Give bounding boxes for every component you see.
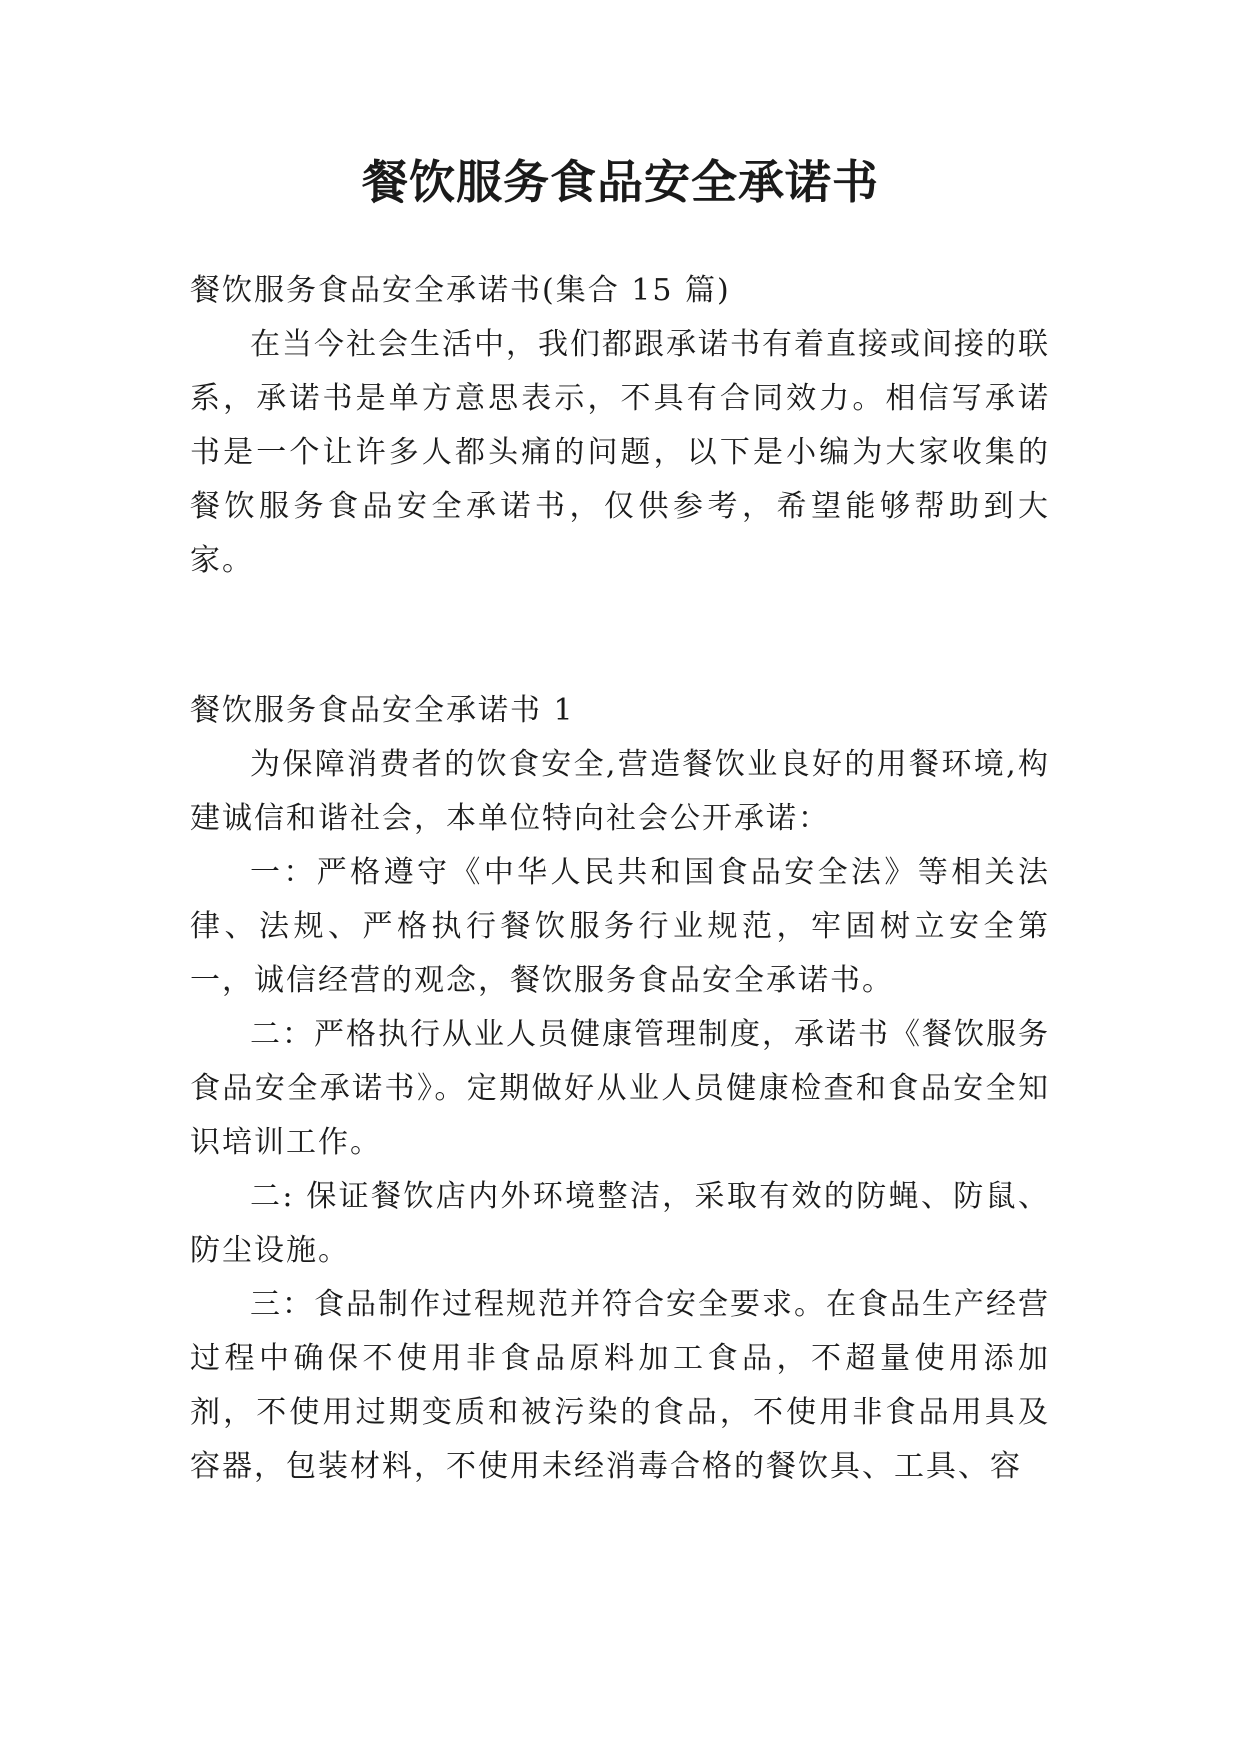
intro-paragraph: 在当今社会生活中，我们都跟承诺书有着直接或间接的联系，承诺书是单方意思表示，不具有合同效力。相信写承诺书是一个让许多人都头痛的问题，以下是小编为大家收集的餐饮服务食品安全承诺书，仅供参考，希望能够帮助到大家。	[190, 327, 1050, 578]
section-spacer	[190, 588, 1050, 684]
section-heading: 餐饮服务食品安全承诺书 1	[190, 693, 575, 728]
section-paragraph-preamble: 为保障消费者的饮食安全,营造餐饮业良好的用餐环境,构建诚信和谐社会，本单位特向社会公开承诺：	[190, 747, 1050, 836]
section-paragraph-item-2: 二：严格执行从业人员健康管理制度，承诺书《餐饮服务食品安全承诺书》。定期做好从业人员健康检查和食品安全知识培训工作。	[190, 1017, 1050, 1160]
section-paragraph-item-1: 一：严格遵守《中华人民共和国食品安全法》等相关法律、法规、严格执行餐饮服务行业规范，牢固树立安全第一，诚信经营的观念，餐饮服务食品安全承诺书。	[190, 855, 1050, 998]
section-paragraph-item-3: 三：食品制作过程规范并符合安全要求。在食品生产经营过程中确保不使用非食品原料加工食品，不超量使用添加剂，不使用过期变质和被污染的食品，不使用非食品用具及容器，包装材料，不使用未经消毒合格的餐饮具、工具、容	[190, 1287, 1050, 1484]
document-title: 餐饮服务食品安全承诺书	[362, 155, 879, 209]
section-paragraph-item-2b: 二: 保证餐饮店内外环境整洁，采取有效的防蝇、防鼠、防尘设施。	[190, 1179, 1050, 1268]
document-body	[190, 264, 1050, 1494]
collection-subtitle: 餐饮服务食品安全承诺书(集合 15 篇)	[190, 273, 731, 308]
